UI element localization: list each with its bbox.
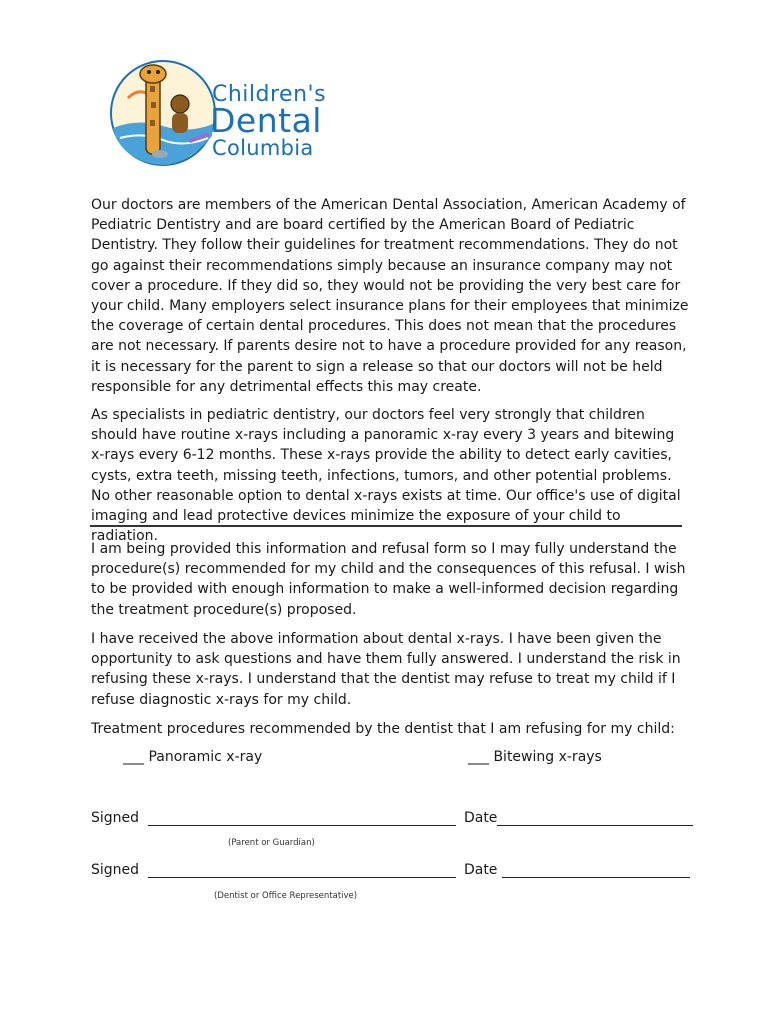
date-label: Date	[463, 810, 498, 826]
paragraph-refusal-form-purpose: I am being provided this information and refusal form so I may fully understand the procedure(s) recommended for my child and the consequences of this refusal. I wish to be provided with enough information to make a well-informed decision regarding the treatment procedure(s) proposed.	[91, 541, 686, 618]
option-panoramic-xray[interactable]: ___ Panoramic x-ray	[123, 749, 263, 765]
paragraph-acknowledgement: I have received the above information about dental x-rays. I have been given the opportunity to ask questions and have them fully answered. I understand the risk in refusing these x-rays. I understand that the dentist may refuse to treat my child if I refuse diagnostic x-rays for my child.	[91, 631, 681, 708]
monkey-icon	[171, 95, 189, 113]
parent-date-field[interactable]	[497, 811, 693, 826]
ocean-shape	[113, 122, 213, 165]
date-label: Date	[463, 862, 498, 878]
signed-label: Signed	[91, 862, 140, 878]
dentist-signature-field[interactable]	[148, 863, 456, 878]
option-bitewing-xrays[interactable]: ___ Bitewing x-rays	[468, 749, 602, 765]
dentist-date-field[interactable]	[502, 863, 690, 878]
signature-row-parent	[91, 810, 693, 826]
signed-label: Signed	[91, 810, 140, 826]
logo-word-columbia: Columbia	[212, 136, 314, 160]
paragraph-board-certification: Our doctors are members of the American Dental Association, American Academy of Pediatric Dentistry and are board certified by the American Board of Pediatric Dentistry. They follow their guidelines for treatment recommendations. They do not go against their recommendations simply because an insurance company may not cover a procedure. If they did so, they would not be providing the very best care for your child. Many employers select insurance plans for their employees that minimize the coverage of certain dental procedures. This does not mean that the procedures are not necessary. If parents desire not to have a procedure provided for any reason, it is necessary for the parent to sign a release so that our doctors will not be held responsible for any detrimental effects this may create.	[91, 197, 689, 395]
fish-icon	[152, 150, 168, 158]
logo-word-childrens: Children's	[212, 82, 327, 107]
parent-guardian-caption: (Parent or Guardian)	[228, 838, 315, 848]
parent-signature-field[interactable]	[148, 811, 456, 826]
logo-word-dental: Dental	[210, 101, 322, 140]
dentist-representative-caption: (Dentist or Office Representative)	[214, 891, 358, 901]
section-divider	[90, 525, 682, 527]
paragraph-refused-procedures: Treatment procedures recommended by the dentist that I am refusing for my child:	[91, 721, 675, 737]
paragraph-xray-recommendation: As specialists in pediatric dentistry, our doctors feel very strongly that children should have routine x-rays including a panoramic x-ray every 3 years and bitewing x-rays every 6-12 months. These x-rays provide the ability to detect early cavities, cysts, extra teeth, missing teeth, infections, tumors, and other potential problems. No other reasonable option to dental x-rays exists at time. Our office's use of digital imaging and lead protective devices minimize the exposure of your child to radiation.	[91, 407, 681, 545]
signature-row-dentist	[91, 862, 690, 878]
